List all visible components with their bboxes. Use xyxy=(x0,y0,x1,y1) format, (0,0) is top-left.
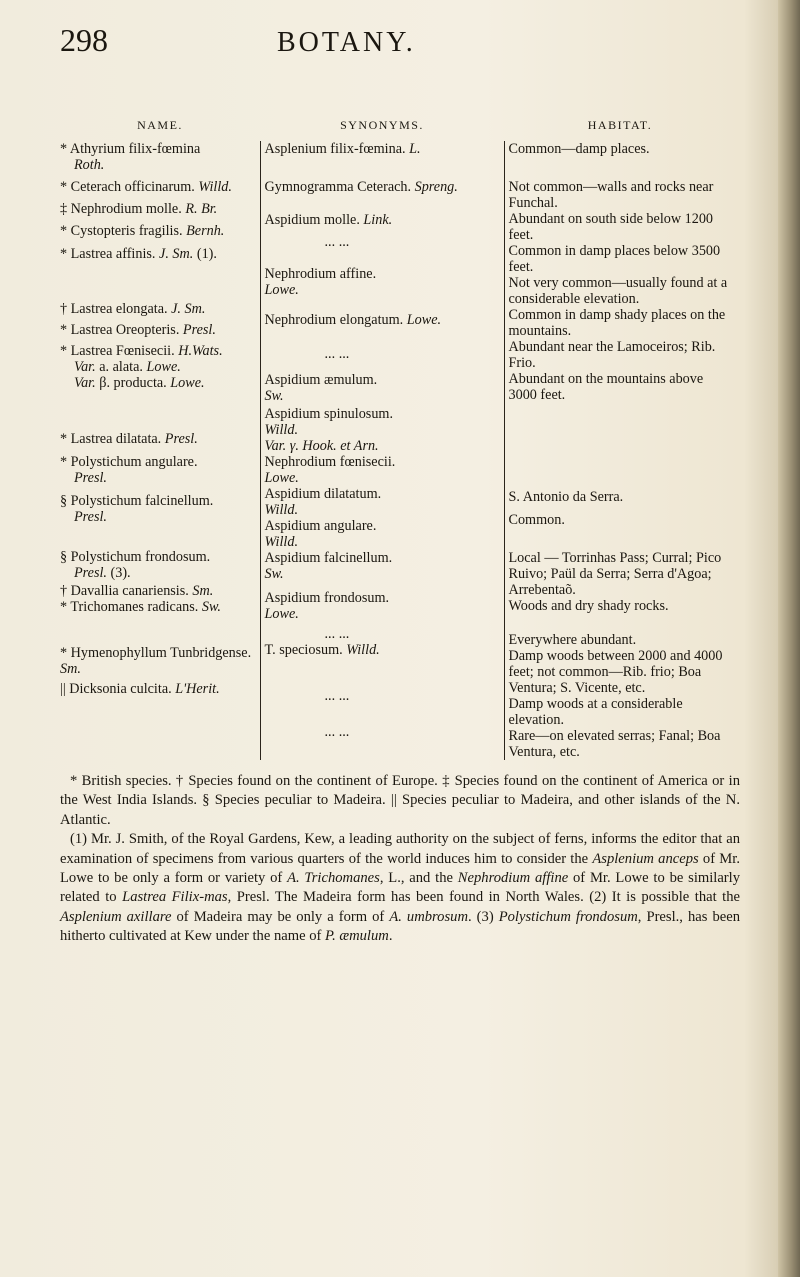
synonym-entry: Aspidium æmulum. Sw. xyxy=(264,372,378,404)
name-column xyxy=(60,141,260,760)
name-entry: ‡ Nephrodium molle. R. Br. xyxy=(60,201,218,217)
synonym-entry: T. speciosum. Willd. xyxy=(264,642,380,658)
name-entry: * Lastrea Oreopteris. Presl. xyxy=(60,322,216,338)
habitat-entry: Damp woods between 2000 and 4000 feet; not common—Rib. frio; Boa Ventura; S. Vicente, etc. xyxy=(508,648,723,696)
running-head: BOTANY. xyxy=(277,27,416,58)
synonym-entry: Aspidium angulare. Willd. xyxy=(264,518,377,550)
header-habitat: HABITAT. xyxy=(587,118,653,132)
habitat-entry: Common in damp places below 3500 feet. xyxy=(508,243,721,275)
name-entry: * Lastrea Fœnisecii. H.Wats. xyxy=(60,343,223,359)
synonym-entry: Nephrodium elongatum. Lowe. xyxy=(264,312,442,328)
footnotes xyxy=(60,772,740,947)
habitat-entry: Common. xyxy=(508,512,565,528)
synonym-ellipsis: ... ... xyxy=(324,346,350,362)
synonym-ellipsis: ... ... xyxy=(324,688,350,704)
name-entry: * Cystopteris fragilis. Bernh. xyxy=(60,223,225,239)
name-variety: Var. β. producta. Lowe. xyxy=(74,375,205,391)
name-entry: † Lastrea elongata. J. Sm. xyxy=(60,301,206,317)
synonym-entry: Aspidium frondosum. Lowe. xyxy=(264,590,390,622)
synonym-entry: Aspidium spinulosum. Willd. xyxy=(264,406,393,438)
synonym-entry: Aspidium falcinellum. Sw. xyxy=(264,550,393,582)
name-entry: || Dicksonia culcita. L'Herit. xyxy=(60,681,220,697)
page-edge xyxy=(778,0,800,1277)
name-entry: § Polystichum frondosum. Presl. (3). xyxy=(60,549,211,581)
footnote-legend: * British species. † Species found on the continent of Europe. ‡ Species found on the continent of America or in the West India Islands. § Species peculiar to Madeira. || Species peculiar to Madeira, and other islands of the N. Atlantic. xyxy=(60,773,740,828)
habitat-entry: Abundant near the Lamoceiros; Rib. Frio. xyxy=(508,339,716,371)
synonym-ellipsis: ... ... xyxy=(324,626,350,642)
habitat-entry: Woods and dry shady rocks. xyxy=(508,598,669,614)
fern-table xyxy=(60,118,736,760)
name-entry: * Polystichum angulare. Presl. xyxy=(60,454,198,486)
footnote-notes: (1) Mr. J. Smith, of the Royal Gardens, Kew, a leading authority on the subject of ferns, informs the editor that an examination of specimens from various quarters of the world induces him to consider the Asplenium anceps of Mr. Lowe to be only a form or variety of A. Trichomanes, L., and the Nephrodium affine of Mr. Lowe to be similarly related to Lastrea Filix-mas, Presl. The Madeira form has been found in North Wales. (2) It is possible that the Asplenium axillare of Madeira may be only a form of A. umbrosum. (3) Polystichum frondosum, Presl., has been hitherto cultivated at Kew under the name of P. æmulum. xyxy=(60,831,741,945)
habitat-entry: Not very common—usually found at a considerable elevation. xyxy=(508,275,728,307)
header-synonyms: SYNONYMS. xyxy=(340,118,424,132)
name-variety: Var. a. alata. Lowe. xyxy=(74,359,181,375)
name-entry: * Athyrium filix-fœmina Roth. xyxy=(60,141,201,173)
habitat-entry: Rare—on elevated serras; Fanal; Boa Ventura, etc. xyxy=(508,728,721,760)
habitat-entry: Abundant on the mountains above 3000 feet. xyxy=(508,371,704,403)
habitat-entry: Common—damp places. xyxy=(508,141,650,157)
habitat-entry: Damp woods at a considerable elevation. xyxy=(508,696,683,728)
synonym-entry: Aspidium molle. Link. xyxy=(264,212,393,228)
synonym-entry: Nephrodium affine. Lowe. xyxy=(264,266,377,298)
name-entry: § Polystichum falcinellum. Presl. xyxy=(60,493,214,525)
name-entry: * Trichomanes radicans. Sw. xyxy=(60,599,221,615)
synonym-entry: Gymnogramma Ceterach. Spreng. xyxy=(264,179,458,195)
name-entry: * Hymenophyllum Tunbridgense. Sm. xyxy=(60,645,252,677)
header-name: NAME. xyxy=(137,118,183,132)
name-entry: † Davallia canariensis. Sm. xyxy=(60,583,214,599)
page-number: 298 xyxy=(60,22,108,58)
synonym-entry: Var. γ. Hook. et Arn. xyxy=(264,438,379,454)
name-entry: * Lastrea affinis. J. Sm. (1). xyxy=(60,246,217,262)
synonym-entry: Nephrodium fœnisecii. Lowe. xyxy=(264,454,396,486)
habitat-column xyxy=(504,141,736,760)
habitat-entry: Everywhere abundant. xyxy=(508,632,637,648)
name-entry: * Lastrea dilatata. Presl. xyxy=(60,431,198,447)
synonym-entry: Aspidium dilatatum. Willd. xyxy=(264,486,382,518)
habitat-entry: Not common—walls and rocks near Funchal. xyxy=(508,179,714,211)
synonym-ellipsis: ... ... xyxy=(324,234,350,250)
habitat-entry: Abundant on south side below 1200 feet. xyxy=(508,211,714,243)
habitat-entry: S. Antonio da Serra. xyxy=(508,489,624,505)
name-entry: * Ceterach officinarum. Willd. xyxy=(60,179,232,195)
habitat-entry: Local — Torrinhas Pass; Curral; Pico Ruivo; Paül da Serra; Serra d'Agoa; Arrebentaõ. xyxy=(508,550,722,598)
synonym-entry: Asplenium filix-fœmina. L. xyxy=(264,141,421,157)
synonyms-column xyxy=(260,141,504,760)
synonym-ellipsis: ... ... xyxy=(324,724,350,740)
habitat-entry: Common in damp shady places on the mountains. xyxy=(508,307,726,339)
